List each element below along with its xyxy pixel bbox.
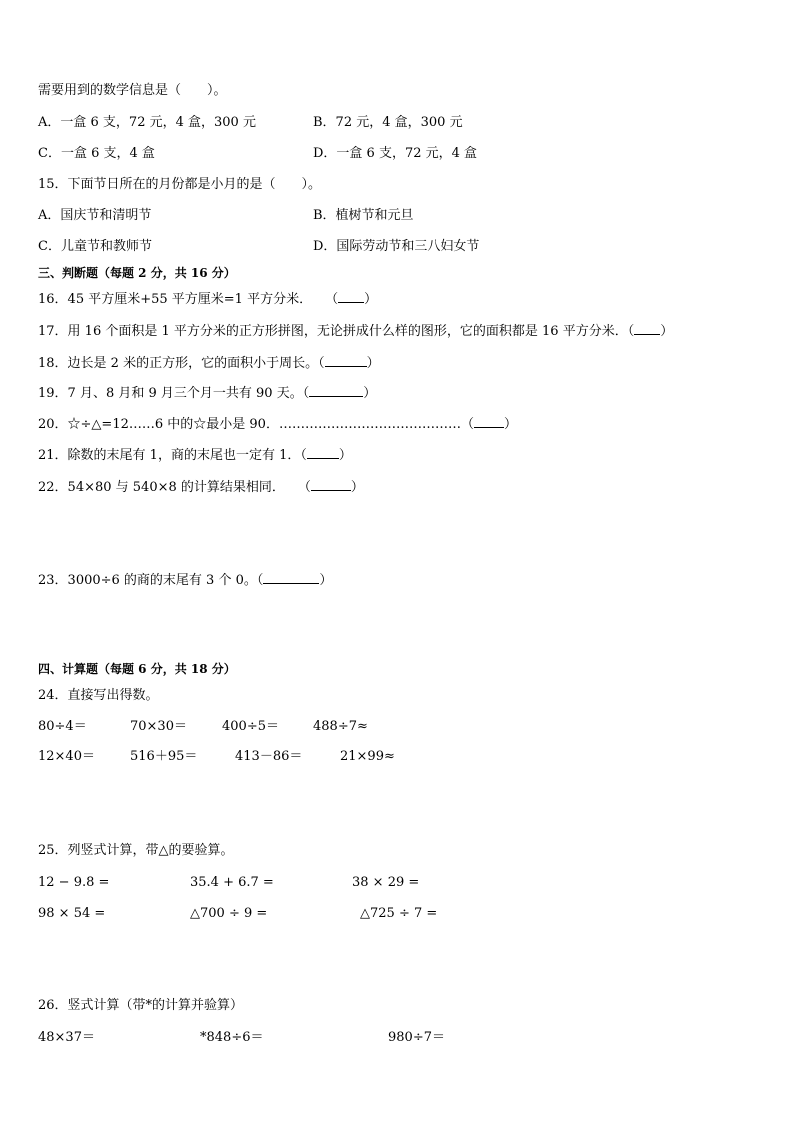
q15-option-d: D．国际劳动节和三八妇女节 xyxy=(313,239,480,254)
judge-item-18 xyxy=(38,355,380,372)
answer-blank-17[interactable] xyxy=(634,323,660,335)
q24-stem: 24．直接写出得数。 xyxy=(38,688,159,703)
answer-blank-16[interactable] xyxy=(338,291,364,303)
judge-item-19-text: 19．7 月、8 月和 9 月三个月一共有 90 天。（ xyxy=(38,386,310,401)
answer-blank-21[interactable] xyxy=(307,447,339,459)
section3-title: 三、判断题（每题 2 分，共 16 分） xyxy=(38,266,236,280)
judge-item-19 xyxy=(38,385,376,402)
q24-expr-4: 488÷7≈ xyxy=(313,719,368,734)
q25-stem: 25．列竖式计算，带△的要验算。 xyxy=(38,843,234,858)
q14-option-a: A．一盒 6 支，72 元，4 盒，300 元 xyxy=(38,115,256,130)
q25-expr-6: △725 ÷ 7 = xyxy=(360,906,438,921)
judge-item-16 xyxy=(38,291,377,308)
q24-expr-5: 12×40＝ xyxy=(38,749,95,764)
q24-expr-1: 80÷4＝ xyxy=(38,719,87,734)
judge-item-22 xyxy=(38,479,364,496)
judge-item-20-close: ） xyxy=(503,417,517,432)
q24-expr-3: 400÷5＝ xyxy=(222,719,279,734)
answer-blank-22[interactable] xyxy=(311,479,351,491)
q26-expr-3: 980÷7＝ xyxy=(388,1030,445,1045)
judge-item-23 xyxy=(38,572,332,589)
judge-item-16-close: ） xyxy=(364,292,378,307)
judge-item-17-text: 17．用 16 个面积是 1 平方分米的正方形拼图，无论拼成什么样的图形，它的面积都是 16 平方分米．（ xyxy=(38,324,635,339)
judge-item-18-text: 18．边长是 2 米的正方形，它的面积小于周长。（ xyxy=(38,356,325,371)
judge-item-21-close: ） xyxy=(338,448,352,463)
judge-item-23-close: ） xyxy=(319,573,333,588)
q25-expr-2: 35.4 + 6.7 = xyxy=(190,875,274,890)
q15-stem: 15．下面节日所在的月份都是小月的是（ ）。 xyxy=(38,177,322,192)
answer-blank-19[interactable] xyxy=(309,385,363,397)
judge-item-21-text: 21．除数的末尾有 1，商的末尾也一定有 1．（ xyxy=(38,448,307,463)
q15-option-a: A．国庆节和清明节 xyxy=(38,208,152,223)
q25-expr-4: 98 × 54 = xyxy=(38,906,106,921)
judge-item-17-close: ） xyxy=(660,324,674,339)
q14-option-c: C．一盒 6 支，4 盒 xyxy=(38,146,155,161)
judge-item-19-close: ） xyxy=(363,386,377,401)
q24-expr-6: 516＋95＝ xyxy=(130,749,198,764)
q24-expr-2: 70×30＝ xyxy=(130,719,187,734)
answer-blank-20[interactable] xyxy=(474,416,504,428)
q14-option-b: B．72 元，4 盒，300 元 xyxy=(313,115,463,130)
q15-option-c: C．儿童节和教师节 xyxy=(38,239,152,254)
judge-item-23-text: 23．3000÷6 的商的末尾有 3 个 0。（ xyxy=(38,573,264,588)
q25-expr-1: 12 − 9.8 = xyxy=(38,875,110,890)
q14-stem: 需要用到的数学信息是（ ）。 xyxy=(38,83,227,98)
section4-title: 四、计算题（每题 6 分，共 18 分） xyxy=(38,662,236,676)
judge-item-20 xyxy=(38,416,517,433)
q15-option-b: B．植树节和元旦 xyxy=(313,208,414,223)
judge-item-16-text: 16．45 平方厘米+55 平方厘米=1 平方分米． （ xyxy=(38,292,339,307)
q25-expr-5: △700 ÷ 9 = xyxy=(190,906,268,921)
judge-item-18-close: ） xyxy=(366,356,380,371)
judge-item-17 xyxy=(38,323,673,340)
answer-blank-18[interactable] xyxy=(325,355,367,367)
q14-option-d: D．一盒 6 支，72 元，4 盒 xyxy=(313,146,478,161)
judge-item-21 xyxy=(38,447,352,464)
q26-expr-2: *848÷6＝ xyxy=(200,1030,264,1045)
q26-expr-1: 48×37＝ xyxy=(38,1030,95,1045)
judge-item-22-text: 22．54×80 与 540×8 的计算结果相同． （ xyxy=(38,480,311,495)
q25-expr-3: 38 × 29 = xyxy=(352,875,420,890)
q24-expr-7: 413－86＝ xyxy=(235,749,303,764)
q24-expr-8: 21×99≈ xyxy=(340,749,395,764)
judge-item-20-text: 20．☆÷△=12……6 中的☆最小是 90．……………………………………（ xyxy=(38,417,474,432)
q26-stem: 26．竖式计算（带*的计算并验算） xyxy=(38,998,244,1013)
answer-blank-23[interactable] xyxy=(263,572,319,584)
judge-item-22-close: ） xyxy=(350,480,364,495)
